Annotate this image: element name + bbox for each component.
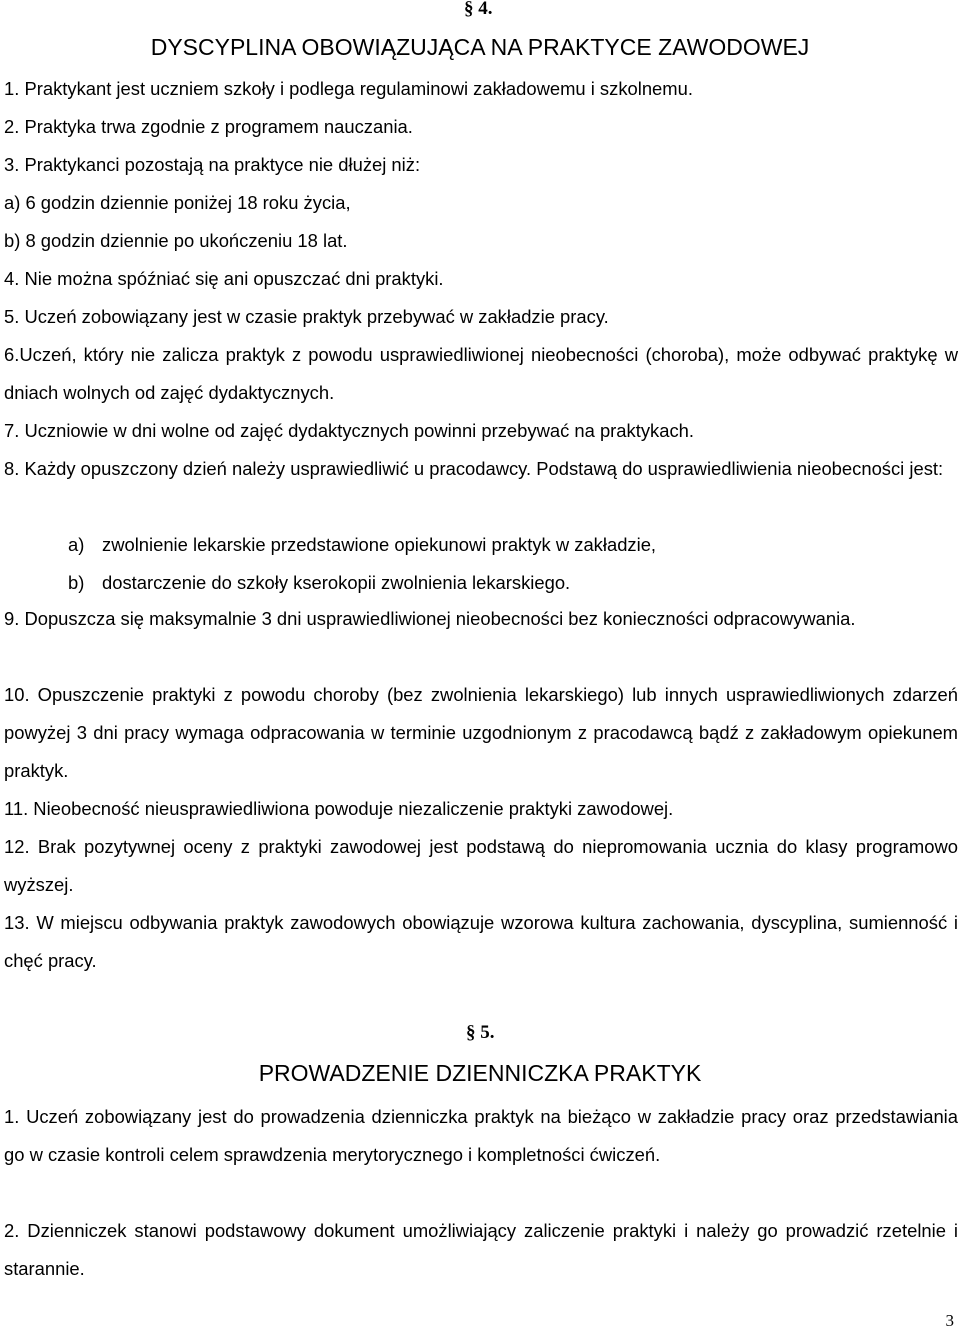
rule-8b (68, 564, 958, 602)
sub-item-text: zwolnienie lekarskie przedstawione opiekunowi praktyk w zakładzie, (102, 534, 657, 555)
sub-item-label: b) (68, 572, 85, 593)
section-5-heading: PROWADZENIE DZIENNICZKA PRAKTYK (258, 1060, 702, 1086)
rule-7: 7. Uczniowie w dni wolne od zajęć dydaktycznych powinni przebywać na praktykach. (4, 420, 694, 441)
rule-3b: b) 8 godzin dziennie po ukończeniu 18 lat. (4, 230, 348, 251)
rule-5: 5. Uczeń zobowiązany jest w czasie praktyk przebywać w zakładzie pracy. (4, 306, 609, 327)
rule-2: 2. Praktyka trwa zgodnie z programem nauczania. (4, 116, 413, 137)
rule-6: 6.Uczeń, który nie zalicza praktyk z powodu usprawiedliwionej nieobecności (choroba), może odbywać praktykę w dniach wolnych od zajęć dydaktycznych. (4, 344, 958, 403)
rule-11: 11. Nieobecność nieusprawiedliwiona powoduje niezaliczenie praktyki zawodowej. (4, 798, 674, 819)
section-4-mark: § 4. (464, 0, 493, 19)
rule-4: 4. Nie można spóźniać się ani opuszczać dni praktyki. (4, 268, 444, 289)
diary-rule-2: 2. Dzienniczek stanowi podstawowy dokument umożliwiający zaliczenie praktyki i należy go prowadzić rzetelnie i starannie. (4, 1220, 958, 1279)
rule-3: 3. Praktykanci pozostają na praktyce nie dłużej niż: (4, 154, 421, 175)
sub-item-label: a) (68, 534, 85, 555)
diary-rule-1: 1. Uczeń zobowiązany jest do prowadzenia dzienniczka praktyk na bieżąco w zakładzie pracy oraz przedstawiania go w czasie kontroli celem sprawdzenia merytorycznego i kompletności ćwiczeń. (4, 1106, 958, 1165)
rule-1: 1. Praktykant jest uczniem szkoły i podlega regulaminowi zakładowemu i szkolnemu. (4, 78, 693, 99)
section-5-mark: § 5. (466, 1022, 495, 1043)
rule-8: 8. Każdy opuszczony dzień należy usprawiedliwić u pracodawcy. Podstawą do usprawiedliwienia nieobecności jest: (4, 458, 944, 479)
section-4-heading: DYSCYPLINA OBOWIĄZUJĄCA NA PRAKTYCE ZAWODOWEJ (150, 34, 810, 60)
page-number: 3 (945, 1311, 954, 1330)
rule-9: 9. Dopuszcza się maksymalnie 3 dni usprawiedliwionej nieobecności bez konieczności odpracowywania. (4, 608, 856, 629)
rule-10: 10. Opuszczenie praktyki z powodu choroby (bez zwolnienia lekarskiego) lub innych usprawiedliwionych zdarzeń powyżej 3 dni pracy wymaga odpracowania w terminie uzgodnionym z pracodawcą bądź z zakładowym opiekunem praktyk. (4, 684, 958, 781)
rule-3a: a) 6 godzin dziennie poniżej 18 roku życia, (4, 192, 351, 213)
rule-12: 12. Brak pozytywnej oceny z praktyki zawodowej jest podstawą do niepromowania ucznia do klasy programowo wyższej. (4, 836, 958, 895)
rule-8a (68, 526, 958, 564)
rule-13: 13. W miejscu odbywania praktyk zawodowych obowiązuje wzorowa kultura zachowania, dyscyplina, sumienność i chęć pracy. (4, 912, 958, 971)
sub-item-text: dostarczenie do szkoły kserokopii zwolnienia lekarskiego. (102, 572, 571, 593)
